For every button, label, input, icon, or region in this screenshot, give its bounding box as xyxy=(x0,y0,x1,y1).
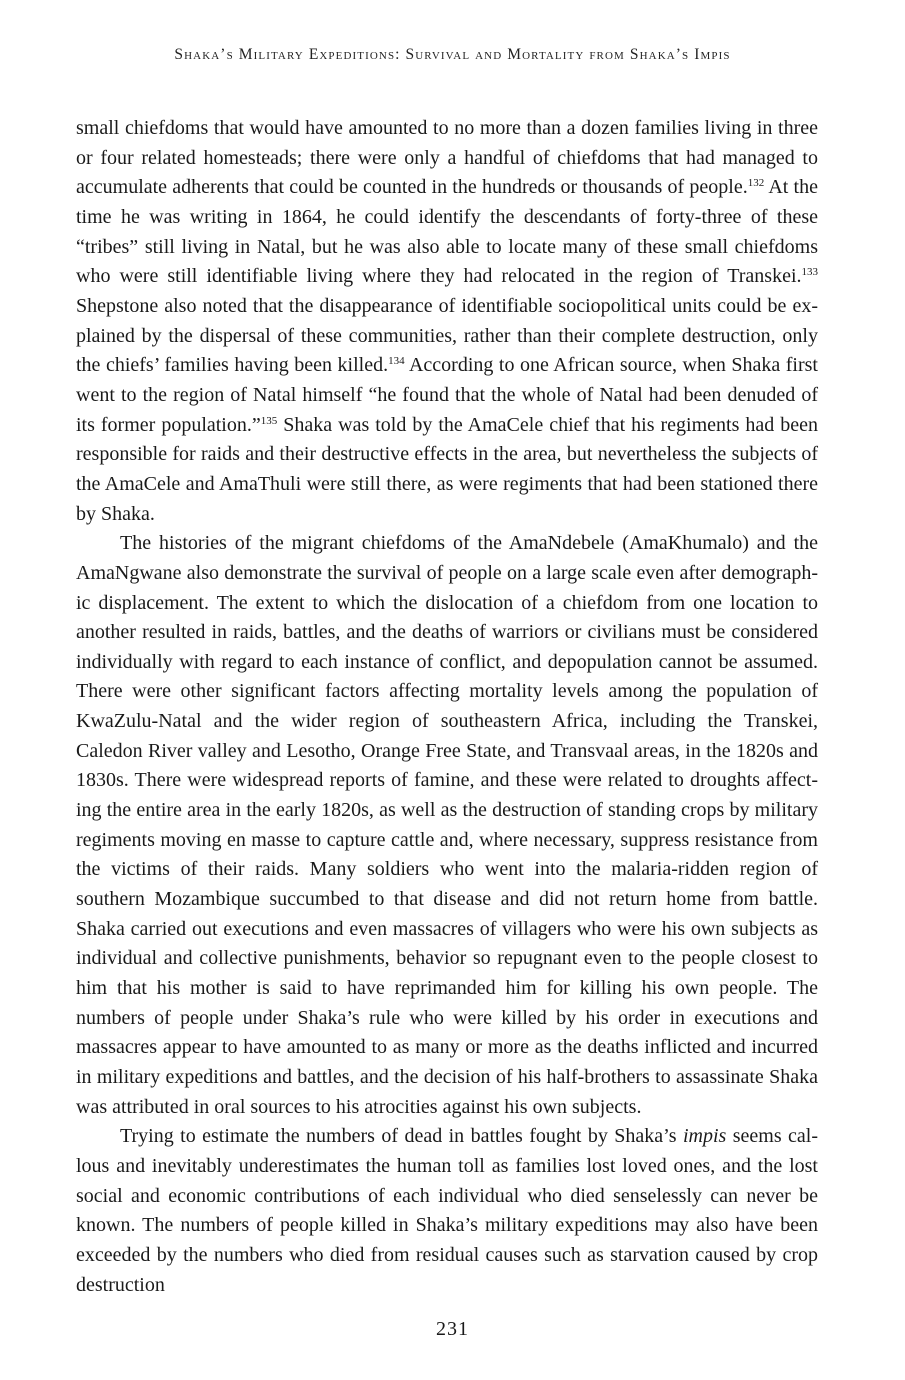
paragraph-3 xyxy=(76,1122,818,1300)
text-run: According to one African source, when Shaka first went to the region of Natal himself “he found that the whole of Natal had been denuded of its former population.” xyxy=(76,354,818,436)
footnote-ref: 134 xyxy=(388,355,405,368)
paragraph-1 xyxy=(76,114,818,529)
footnote-ref: 133 xyxy=(801,266,818,279)
text-run: Trying to estimate the numbers of dead in battles fought by Shaka’s xyxy=(120,1125,683,1148)
paragraph-2 xyxy=(76,529,818,1122)
text-run: seems callous and inevitably underestimates the human toll as families lost loved ones, and the lost social and economic contributions of each individual who died senselessly can never be known. The numbers of people killed in Shaka’s military expeditions may also have been exceeded by the numbers who died from residual causes such as starvation caused by crop destruction xyxy=(76,1125,819,1296)
running-head: Shaka’s Military Expeditions: Survival and Mortality from Shaka’s Impis xyxy=(174,46,731,63)
body-text xyxy=(76,114,818,1300)
page-number: 231 xyxy=(436,1318,469,1340)
text-run: The histories of the migrant chiefdoms of the AmaNdebele (AmaKhumalo) and the AmaNgwane also demonstrate the survival of people on a large scale even after demographic displacement. The extent to which the dislocation of a chiefdom from one location to another resulted in raids, battles, and the deaths of warriors or civilians must be considered individually with regard to each instance of conflict, and depopulation cannot be assumed. There were other significant factors affecting mortality levels among the population of KwaZulu-Natal and the wider region of southeastern Africa, including the Transkei, Caledon River valley and Lesotho, Orange Free State, and Transvaal areas, in the 1820s and 1830s. There were widespread reports of famine, and these were related to droughts affecting the entire area in the early 1820s, as well as the destruction of standing crops by military regiments moving en masse to capture cattle and, where necessary, suppress resistance from the victims of their raids. Many soldiers who went into the malaria-ridden region of southern Mozambique succumbed to that disease and did not return home from battle. Shaka carried out executions and even massacres of villagers who were his own subjects as individual and collective punishments, behavior so repugnant even to the people closest to him that his mother is said to have reprimanded him for killing his own people. The numbers of people under Shaka’s rule who were killed by his order in executions and massacres appear to have amounted to as many or more as the deaths inflicted and incurred in military expeditions and battles, and the decision of his half-brothers to assassinate Shaka was attributed in oral sources to his atrocities against his own subjects. xyxy=(76,532,818,1118)
italic-term: impis xyxy=(682,1125,727,1148)
text-run: small chiefdoms that would have amounted to no more than a dozen families living in three or four related homesteads; there were only a handful of chiefdoms that had managed to accumulate adherents that could be counted in the hundreds or thousands of people. xyxy=(76,117,818,199)
text-run: Shaka was told by the AmaCele chief that his regiments had been responsible for raids and their destructive effects in the area, but nevertheless the subjects of the AmaCele and AmaThuli were still there, as were regiments that had been stationed there by Shaka. xyxy=(76,413,819,525)
footnote-ref: 135 xyxy=(260,414,278,427)
text-run: At the time he was writing in 1864, he could identify the descendants of forty-three of these “tribes” still living in Natal, but he was also able to locate many of these small chiefdoms who were still identifiable living where they had relocated in the region of Transkei. xyxy=(76,176,818,288)
text-run: Shepstone also noted that the disappearance of identifiable sociopolitical units could be explained by the dispersal of these communities, rather than their complete destruction, only the chiefs’ families having been killed. xyxy=(76,294,818,377)
footnote-ref: 132 xyxy=(747,177,765,190)
